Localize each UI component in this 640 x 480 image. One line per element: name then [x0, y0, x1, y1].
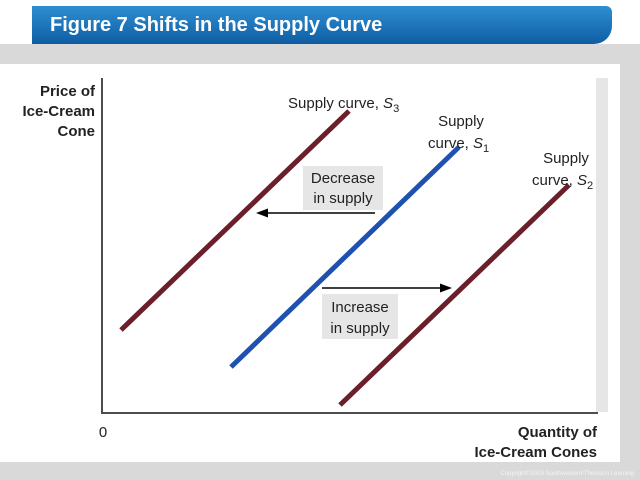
decrease-label-line2: in supply — [313, 190, 373, 207]
copyright-notice: Copyright©2003 Southwestern/Thomson Learning — [500, 471, 634, 477]
series-label-s2: curve, $S_2$ — [532, 172, 594, 192]
x-axis-label-line2: Ice-Cream Cones — [474, 444, 597, 461]
x-axis-label-line1: Quantity of — [517, 424, 597, 441]
figure-title: Figure 7 Shifts in the Supply Curve — [50, 14, 383, 36]
origin-label: 0 — [98, 424, 108, 441]
series-label-s2-top: Supply — [543, 150, 589, 167]
plot-shadow — [596, 78, 608, 412]
series-label-s1-top: Supply — [438, 113, 484, 130]
plot-area — [102, 78, 596, 412]
y-axis-label-line2: Ice-Cream — [22, 103, 95, 120]
series-label-s1: curve, $S_1$ — [428, 135, 490, 155]
y-axis-label-line3: Cone — [57, 123, 95, 140]
y-axis-label-line1: Price of — [39, 83, 95, 100]
series-label-s3: Supply curve, $S_3$ — [288, 95, 400, 115]
increase-label-line2: in supply — [330, 320, 390, 337]
decrease-label-line1: Decrease — [310, 170, 376, 187]
increase-label-line1: Increase — [331, 299, 389, 316]
